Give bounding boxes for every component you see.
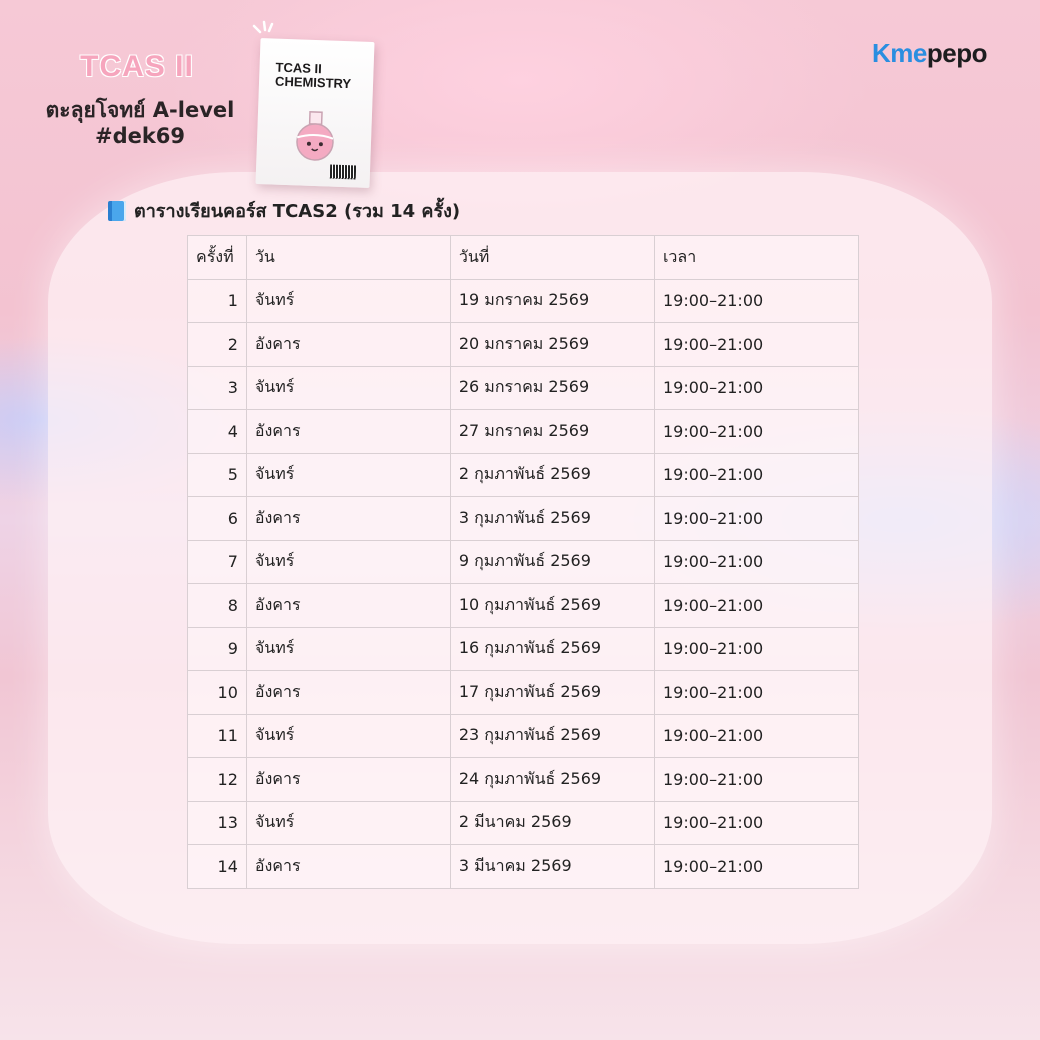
session-number: 12: [188, 758, 247, 802]
session-number: 4: [188, 410, 247, 454]
book-cover-title: TCAS II CHEMISTRY: [274, 59, 352, 92]
day-cell: จันทร์: [246, 627, 450, 671]
session-number: 9: [188, 627, 247, 671]
flask-icon: [286, 109, 344, 163]
course-hashtag: #dek69: [94, 124, 186, 148]
column-header-session: ครั้งที่: [188, 236, 247, 280]
time-cell: 19:00–21:00: [654, 279, 858, 323]
date-cell: 3 กุมภาพันธ์ 2569: [450, 497, 654, 541]
date-cell: 23 กุมภาพันธ์ 2569: [450, 714, 654, 758]
day-cell: จันทร์: [246, 453, 450, 497]
date-cell: 17 กุมภาพันธ์ 2569: [450, 671, 654, 715]
table-row: [188, 584, 859, 628]
time-cell: 19:00–21:00: [654, 758, 858, 802]
time-cell: 19:00–21:00: [654, 627, 858, 671]
time-cell: 19:00–21:00: [654, 540, 858, 584]
table-row: [188, 801, 859, 845]
day-cell: จันทร์: [246, 540, 450, 584]
day-cell: จันทร์: [246, 279, 450, 323]
time-cell: 19:00–21:00: [654, 584, 858, 628]
day-cell: อังคาร: [246, 323, 450, 367]
time-cell: 19:00–21:00: [654, 410, 858, 454]
date-cell: 9 กุมภาพันธ์ 2569: [450, 540, 654, 584]
course-badge-title: TCAS II: [80, 50, 194, 83]
day-cell: อังคาร: [246, 584, 450, 628]
schedule-heading: [108, 196, 460, 225]
day-cell: จันทร์: [246, 801, 450, 845]
table-row: [188, 627, 859, 671]
schedule-heading-text: ตารางเรียนคอร์ส TCAS2 (รวม 14 ครั้ง): [134, 201, 461, 222]
column-header-date: วันที่: [450, 236, 654, 280]
column-header-time: เวลา: [654, 236, 858, 280]
table-row: [188, 410, 859, 454]
date-cell: 16 กุมภาพันธ์ 2569: [450, 627, 654, 671]
time-cell: 19:00–21:00: [654, 845, 858, 889]
schedule-table: [187, 235, 859, 889]
table-header-row: [188, 236, 859, 280]
date-cell: 2 กุมภาพันธ์ 2569: [450, 453, 654, 497]
session-number: 1: [188, 279, 247, 323]
table-row: [188, 497, 859, 541]
day-cell: อังคาร: [246, 497, 450, 541]
session-number: 7: [188, 540, 247, 584]
day-cell: อังคาร: [246, 758, 450, 802]
table-row: [188, 714, 859, 758]
date-cell: 10 กุมภาพันธ์ 2569: [450, 584, 654, 628]
session-number: 13: [188, 801, 247, 845]
session-number: 2: [188, 323, 247, 367]
date-cell: 2 มีนาคม 2569: [450, 801, 654, 845]
session-number: 11: [188, 714, 247, 758]
table-row: [188, 845, 859, 889]
time-cell: 19:00–21:00: [654, 801, 858, 845]
table-row: [188, 758, 859, 802]
time-cell: 19:00–21:00: [654, 671, 858, 715]
session-number: 10: [188, 671, 247, 715]
table-row: [188, 323, 859, 367]
day-cell: อังคาร: [246, 845, 450, 889]
table-row: [188, 279, 859, 323]
date-cell: 24 กุมภาพันธ์ 2569: [450, 758, 654, 802]
table-row: [188, 540, 859, 584]
date-cell: 19 มกราคม 2569: [450, 279, 654, 323]
table-row: [188, 366, 859, 410]
date-cell: 26 มกราคม 2569: [450, 366, 654, 410]
time-cell: 19:00–21:00: [654, 453, 858, 497]
time-cell: 19:00–21:00: [654, 366, 858, 410]
barcode: [330, 165, 356, 180]
session-number: 3: [188, 366, 247, 410]
session-number: 5: [188, 453, 247, 497]
day-cell: อังคาร: [246, 410, 450, 454]
session-number: 6: [188, 497, 247, 541]
time-cell: 19:00–21:00: [654, 323, 858, 367]
date-cell: 20 มกราคม 2569: [450, 323, 654, 367]
date-cell: 3 มีนาคม 2569: [450, 845, 654, 889]
session-number: 14: [188, 845, 247, 889]
session-number: 8: [188, 584, 247, 628]
course-subtitle: ตะลุยโจทย์ A-level: [45, 98, 235, 122]
day-cell: อังคาร: [246, 671, 450, 715]
time-cell: 19:00–21:00: [654, 714, 858, 758]
time-cell: 19:00–21:00: [654, 497, 858, 541]
day-cell: จันทร์: [246, 714, 450, 758]
table-row: [188, 671, 859, 715]
chemistry-book-cover: [255, 38, 374, 188]
date-cell: 27 มกราคม 2569: [450, 410, 654, 454]
brand-logo: Kmepepo: [872, 38, 987, 68]
table-row: [188, 453, 859, 497]
day-cell: จันทร์: [246, 366, 450, 410]
blue-book-icon: [108, 201, 126, 221]
column-header-day: วัน: [246, 236, 450, 280]
